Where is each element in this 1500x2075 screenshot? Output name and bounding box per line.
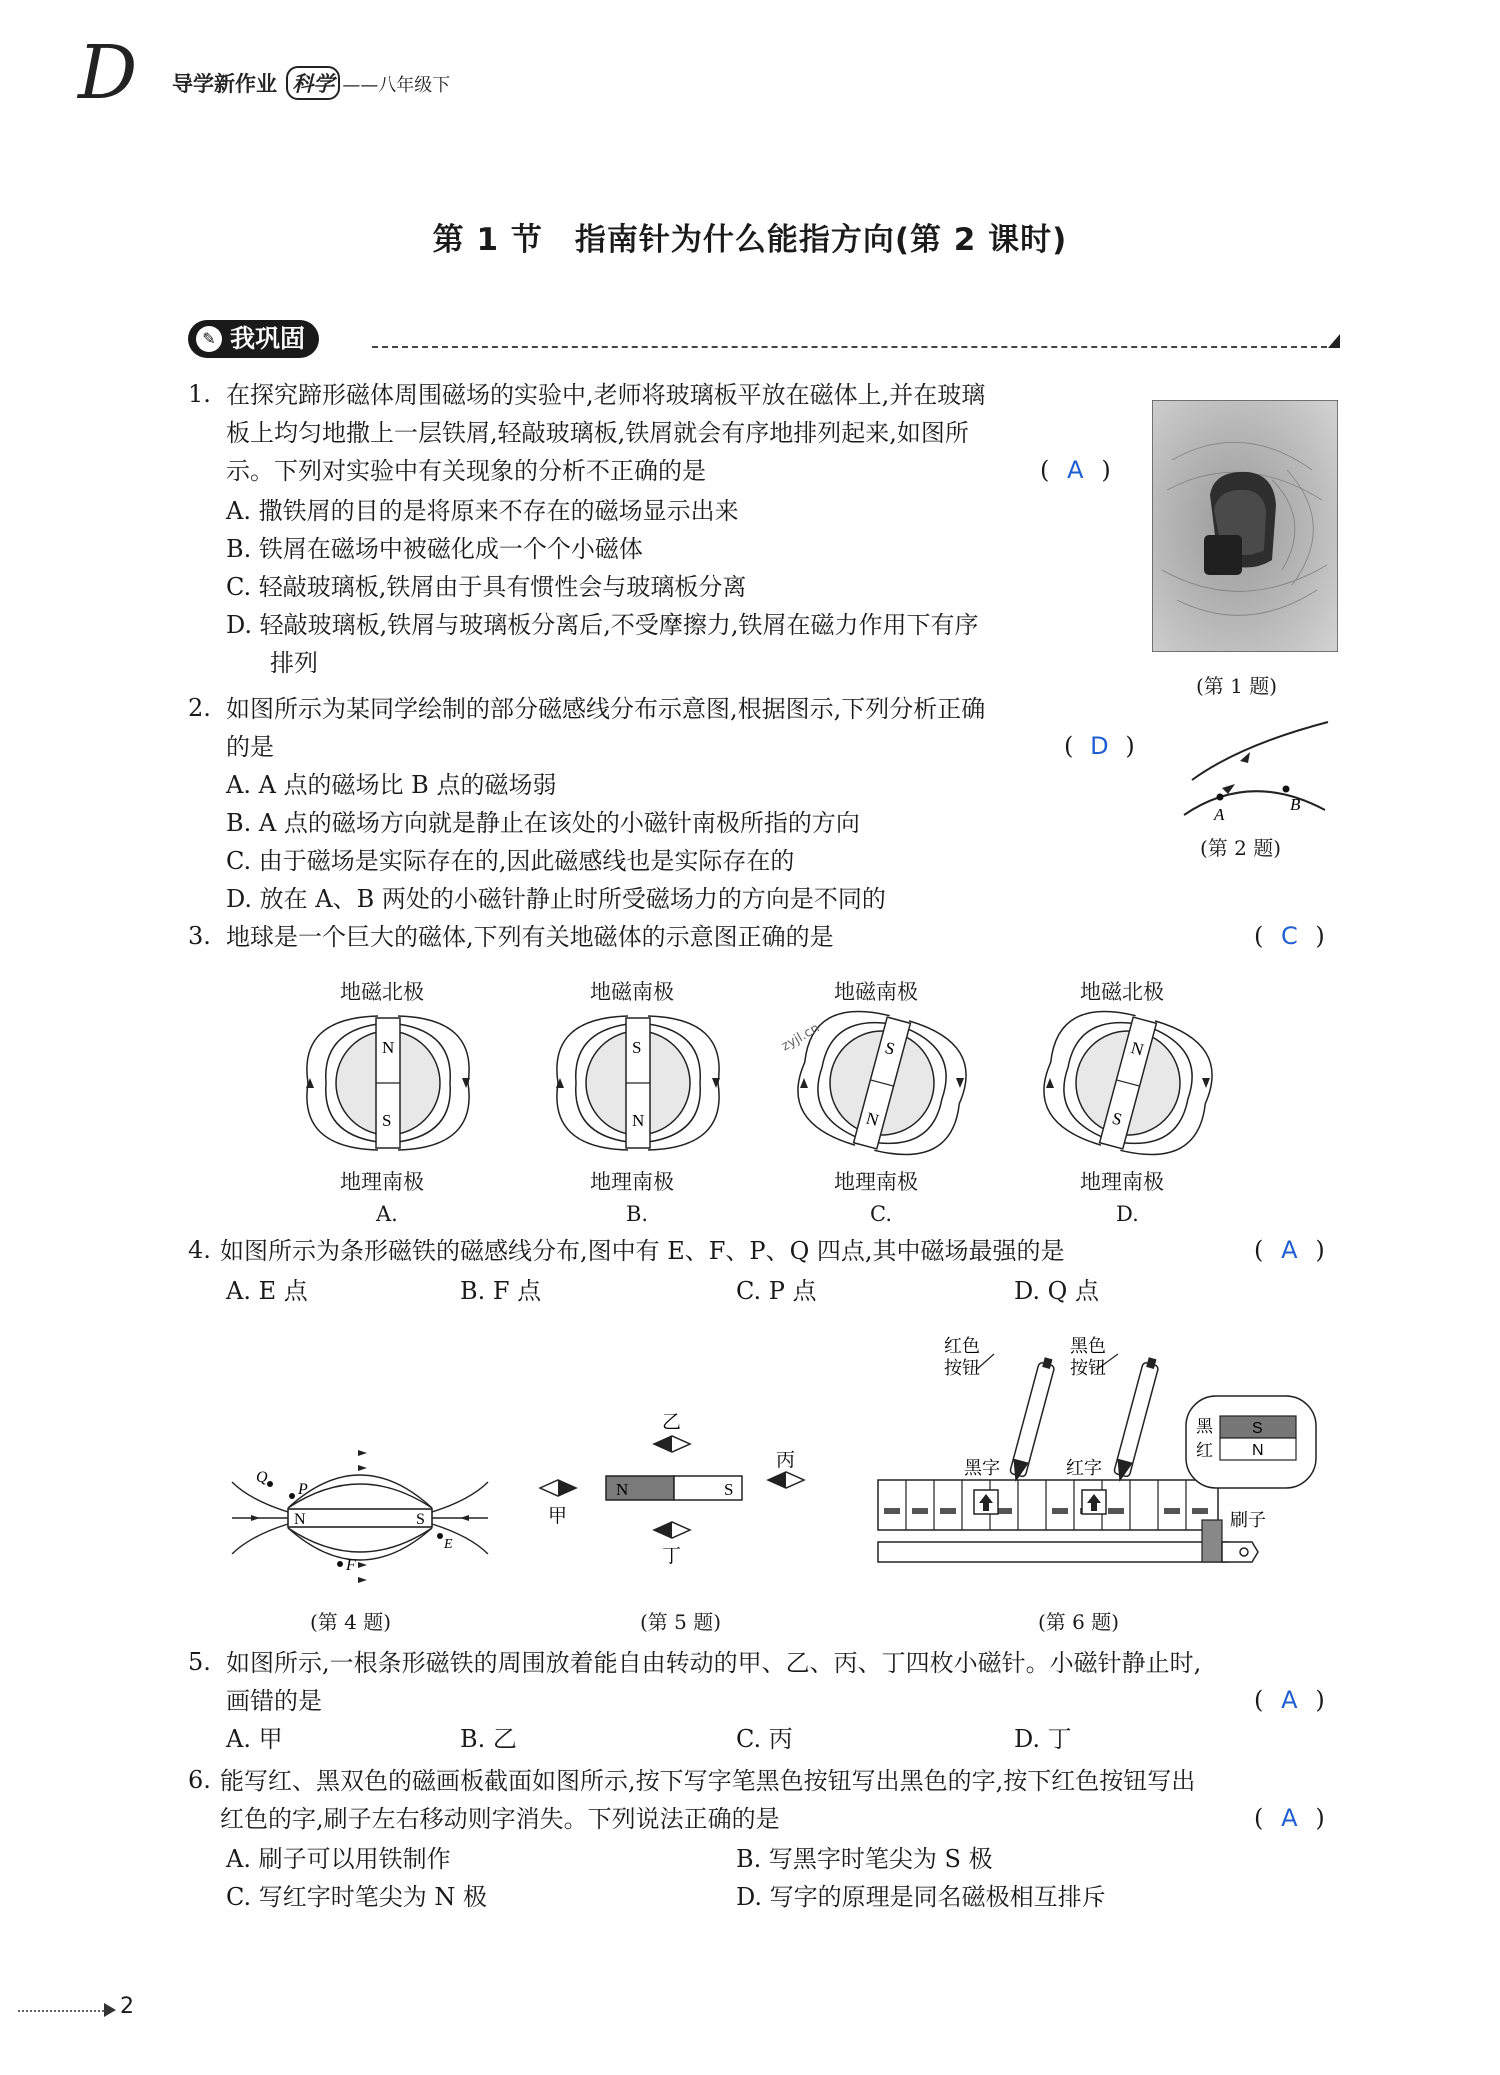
point-q-label: Q	[256, 1469, 268, 1486]
page-number-dots	[18, 2010, 108, 2012]
board-cells	[878, 1480, 1218, 1530]
series-name: 导学新作业	[172, 72, 277, 96]
legend-s-label: S	[1252, 1420, 1263, 1437]
q3-stem: 地球是一个巨大的磁体,下列有关地磁体的示意图正确的是	[226, 923, 834, 951]
compass-ding	[654, 1522, 690, 1538]
q3-fig-bottom-label: 地理南极	[1080, 1170, 1164, 1194]
point-p-label: P	[298, 1481, 308, 1498]
q1-photo	[1152, 400, 1338, 652]
black-pen	[1112, 1356, 1161, 1484]
q3-earth-diagram	[1028, 1008, 1228, 1158]
grade-label: ——八年级下	[342, 75, 451, 96]
q6-option: D. 写字的原理是同名磁极相互排斥	[736, 1883, 1106, 1911]
pencil-icon: ✎	[196, 326, 222, 352]
q6-option: C. 写红字时笔尖为 N 极	[226, 1883, 488, 1911]
field-line	[1192, 722, 1328, 780]
arrow-icon	[1240, 752, 1250, 763]
q6-option: A. 刷子可以用铁制作	[226, 1845, 451, 1873]
q6-answer: A	[1281, 1804, 1298, 1832]
section-badge-label: 我巩固	[230, 324, 306, 353]
red-button-label-1: 红色	[944, 1336, 980, 1357]
point-a	[1217, 794, 1224, 801]
q1-option-cont: 排列	[270, 649, 318, 677]
q1-answer: A	[1067, 456, 1084, 484]
q4-option: B. F 点	[460, 1277, 542, 1305]
red-button-label-2: 按钮	[944, 1358, 980, 1379]
pole-bottom-label: N	[864, 1108, 881, 1131]
watermark: zyjl.cn	[779, 1020, 823, 1055]
page-number: 2	[120, 1994, 134, 2019]
q6-stem-line: 红色的字,刷子左右移动则字消失。下列说法正确的是	[220, 1805, 780, 1833]
q5-option: D. 丁	[1014, 1725, 1072, 1753]
header-series	[172, 66, 450, 100]
compass-yi	[654, 1436, 690, 1452]
pole-top-label: N	[1128, 1037, 1146, 1060]
q3-answer: C	[1280, 922, 1298, 950]
q4-number: 4.	[188, 1236, 211, 1264]
q3-answer-box: ( C )	[1254, 922, 1325, 950]
compass-yi-label: 乙	[662, 1411, 682, 1433]
legend-n-label: N	[1252, 1442, 1264, 1459]
magnet-n-label: N	[294, 1511, 306, 1528]
q3-fig-top-label: 地磁北极	[340, 980, 424, 1004]
arrow-icon	[1222, 784, 1235, 794]
q4-caption: (第 4 题)	[310, 1610, 392, 1634]
q6-drawing-board-figure	[868, 1330, 1338, 1595]
section-divider	[372, 346, 1337, 348]
section-badge	[188, 320, 319, 358]
pole-top-label: S	[632, 1038, 642, 1057]
q3-fig-top-label: 地磁南极	[590, 980, 674, 1004]
q2-number: 2.	[188, 694, 211, 722]
red-pen	[1008, 1356, 1057, 1484]
pole-top-label: N	[382, 1038, 395, 1057]
board-rail	[878, 1542, 1228, 1562]
q3-fig-top-label: 地磁南极	[834, 980, 918, 1004]
q5-answer-box: ( A )	[1254, 1686, 1325, 1714]
q1-option: B. 铁屑在磁场中被磁化成一个个小磁体	[226, 535, 643, 563]
q5-option: B. 乙	[460, 1725, 517, 1753]
pole-bottom-label: S	[1110, 1108, 1125, 1130]
q2-stem-line: 如图所示为某同学绘制的部分磁感线分布示意图,根据图示,下列分析正确	[226, 695, 986, 723]
q1-stem-line: 在探究蹄形磁体周围磁场的实验中,老师将玻璃板平放在磁体上,并在玻璃	[226, 381, 986, 409]
point-a-label: A	[1214, 805, 1225, 824]
q6-number: 6.	[188, 1766, 211, 1794]
subject-badge: 科学	[286, 66, 340, 100]
q4-stem: 如图所示为条形磁铁的磁感线分布,图中有 E、F、P、Q 四点,其中磁场最强的是	[220, 1237, 1065, 1265]
q3-option-label: D.	[1116, 1202, 1139, 1226]
brush-label: 刷子	[1230, 1510, 1266, 1531]
q4-answer: A	[1281, 1236, 1298, 1264]
q4-answer-box: ( A )	[1254, 1236, 1325, 1264]
q4-option: D. Q 点	[1014, 1277, 1099, 1305]
q5-compass-figure	[530, 1400, 820, 1590]
black-char-label: 黑字	[964, 1458, 1000, 1479]
divider-end-mark	[1328, 334, 1340, 348]
point-f-label: F	[346, 1557, 356, 1574]
black-button-label-1: 黑色	[1070, 1336, 1106, 1357]
legend-red-label: 红	[1196, 1441, 1213, 1461]
q3-earth-diagram	[288, 1008, 488, 1158]
q1-option: C. 轻敲玻璃板,铁屑由于具有惯性会与玻璃板分离	[226, 573, 747, 601]
q6-answer-box: ( A )	[1254, 1804, 1325, 1832]
q1-option: A. 撒铁屑的目的是将原来不存在的磁场显示出来	[226, 497, 739, 525]
q5-caption: (第 5 题)	[640, 1610, 722, 1634]
bar-magnet	[288, 1509, 432, 1527]
field-line	[1184, 791, 1325, 815]
q3-number: 3.	[188, 922, 211, 950]
q3-option-label: B.	[626, 1202, 649, 1226]
q6-caption: (第 6 题)	[1038, 1610, 1120, 1634]
q1-answer-box: ( A )	[1040, 456, 1111, 484]
series-logo: D	[78, 30, 138, 116]
legend-black-label: 黑	[1196, 1417, 1213, 1437]
q5-answer: A	[1281, 1686, 1298, 1714]
q5-number: 5.	[188, 1648, 211, 1676]
q3-option-label: C.	[870, 1202, 892, 1226]
q2-option: D. 放在 A、B 两处的小磁针静止时所受磁场力的方向是不同的	[226, 885, 886, 913]
magnet-s-label: S	[416, 1511, 425, 1528]
q2-answer: D	[1090, 732, 1109, 760]
magnet-n-label: N	[616, 1480, 629, 1499]
q5-stem-line: 画错的是	[226, 1687, 322, 1715]
brush	[1202, 1520, 1222, 1562]
q5-option: C. 丙	[736, 1725, 793, 1753]
black-button-label-2: 按钮	[1070, 1358, 1106, 1379]
q6-stem-line: 能写红、黑双色的磁画板截面如图所示,按下写字笔黑色按钮写出黑色的字,按下红色按钮写出	[220, 1767, 1196, 1795]
q2-caption: (第 2 题)	[1200, 836, 1282, 860]
q1-stem-line: 示。下列对实验中有关现象的分析不正确的是	[226, 457, 706, 485]
page-title: 第 1 节 指南针为什么能指方向(第 2 课时)	[432, 222, 1068, 258]
pole-top-label: S	[882, 1037, 897, 1059]
compass-bing	[768, 1472, 804, 1488]
q2-option: C. 由于磁场是实际存在的,因此磁感线也是实际存在的	[226, 847, 795, 875]
q3-option-label: A.	[376, 1202, 398, 1226]
q4-bar-magnet-figure	[230, 1440, 490, 1595]
q1-option: D. 轻敲玻璃板,铁屑与玻璃板分离后,不受摩擦力,铁屑在磁力作用下有序	[226, 611, 979, 639]
pole-bottom-label: S	[382, 1111, 392, 1130]
red-char-label: 红字	[1066, 1458, 1102, 1479]
point-b-label: B	[1290, 795, 1301, 814]
pole-bottom-label: N	[632, 1111, 645, 1130]
compass-bing-label: 丙	[776, 1449, 796, 1471]
q3-fig-bottom-label: 地理南极	[590, 1170, 674, 1194]
compass-jia-label: 甲	[548, 1505, 568, 1527]
q2-field-line-figure	[1180, 700, 1330, 830]
q5-option: A. 甲	[226, 1725, 283, 1753]
q4-option: A. E 点	[226, 1277, 308, 1305]
q3-earth-diagram	[538, 1008, 738, 1158]
q3-fig-top-label: 地磁北极	[1080, 980, 1164, 1004]
q3-fig-bottom-label: 地理南极	[340, 1170, 424, 1194]
point-e-label: E	[444, 1537, 453, 1552]
compass-jia	[540, 1480, 576, 1496]
q2-answer-box: ( D )	[1064, 732, 1135, 760]
q2-option: A. A 点的磁场比 B 点的磁场弱	[226, 771, 557, 799]
point-b	[1283, 786, 1290, 793]
magnet-s-label: S	[724, 1480, 734, 1499]
q1-caption: (第 1 题)	[1196, 674, 1278, 698]
q4-option: C. P 点	[736, 1277, 817, 1305]
q5-stem-line: 如图所示,一根条形磁铁的周围放着能自由转动的甲、乙、丙、丁四枚小磁针。小磁针静止时,	[226, 1649, 1202, 1677]
q1-number: 1.	[188, 380, 211, 408]
q2-option: B. A 点的磁场方向就是静止在该处的小磁针南极所指的方向	[226, 809, 860, 837]
q3-fig-bottom-label: 地理南极	[834, 1170, 918, 1194]
page-arrow-icon	[104, 2003, 116, 2017]
q2-stem-line: 的是	[226, 733, 274, 761]
q6-option: B. 写黑字时笔尖为 S 极	[736, 1845, 993, 1873]
q1-stem-line: 板上均匀地撒上一层铁屑,轻敲玻璃板,铁屑就会有序地排列起来,如图所	[226, 419, 969, 447]
compass-ding-label: 丁	[662, 1545, 682, 1567]
